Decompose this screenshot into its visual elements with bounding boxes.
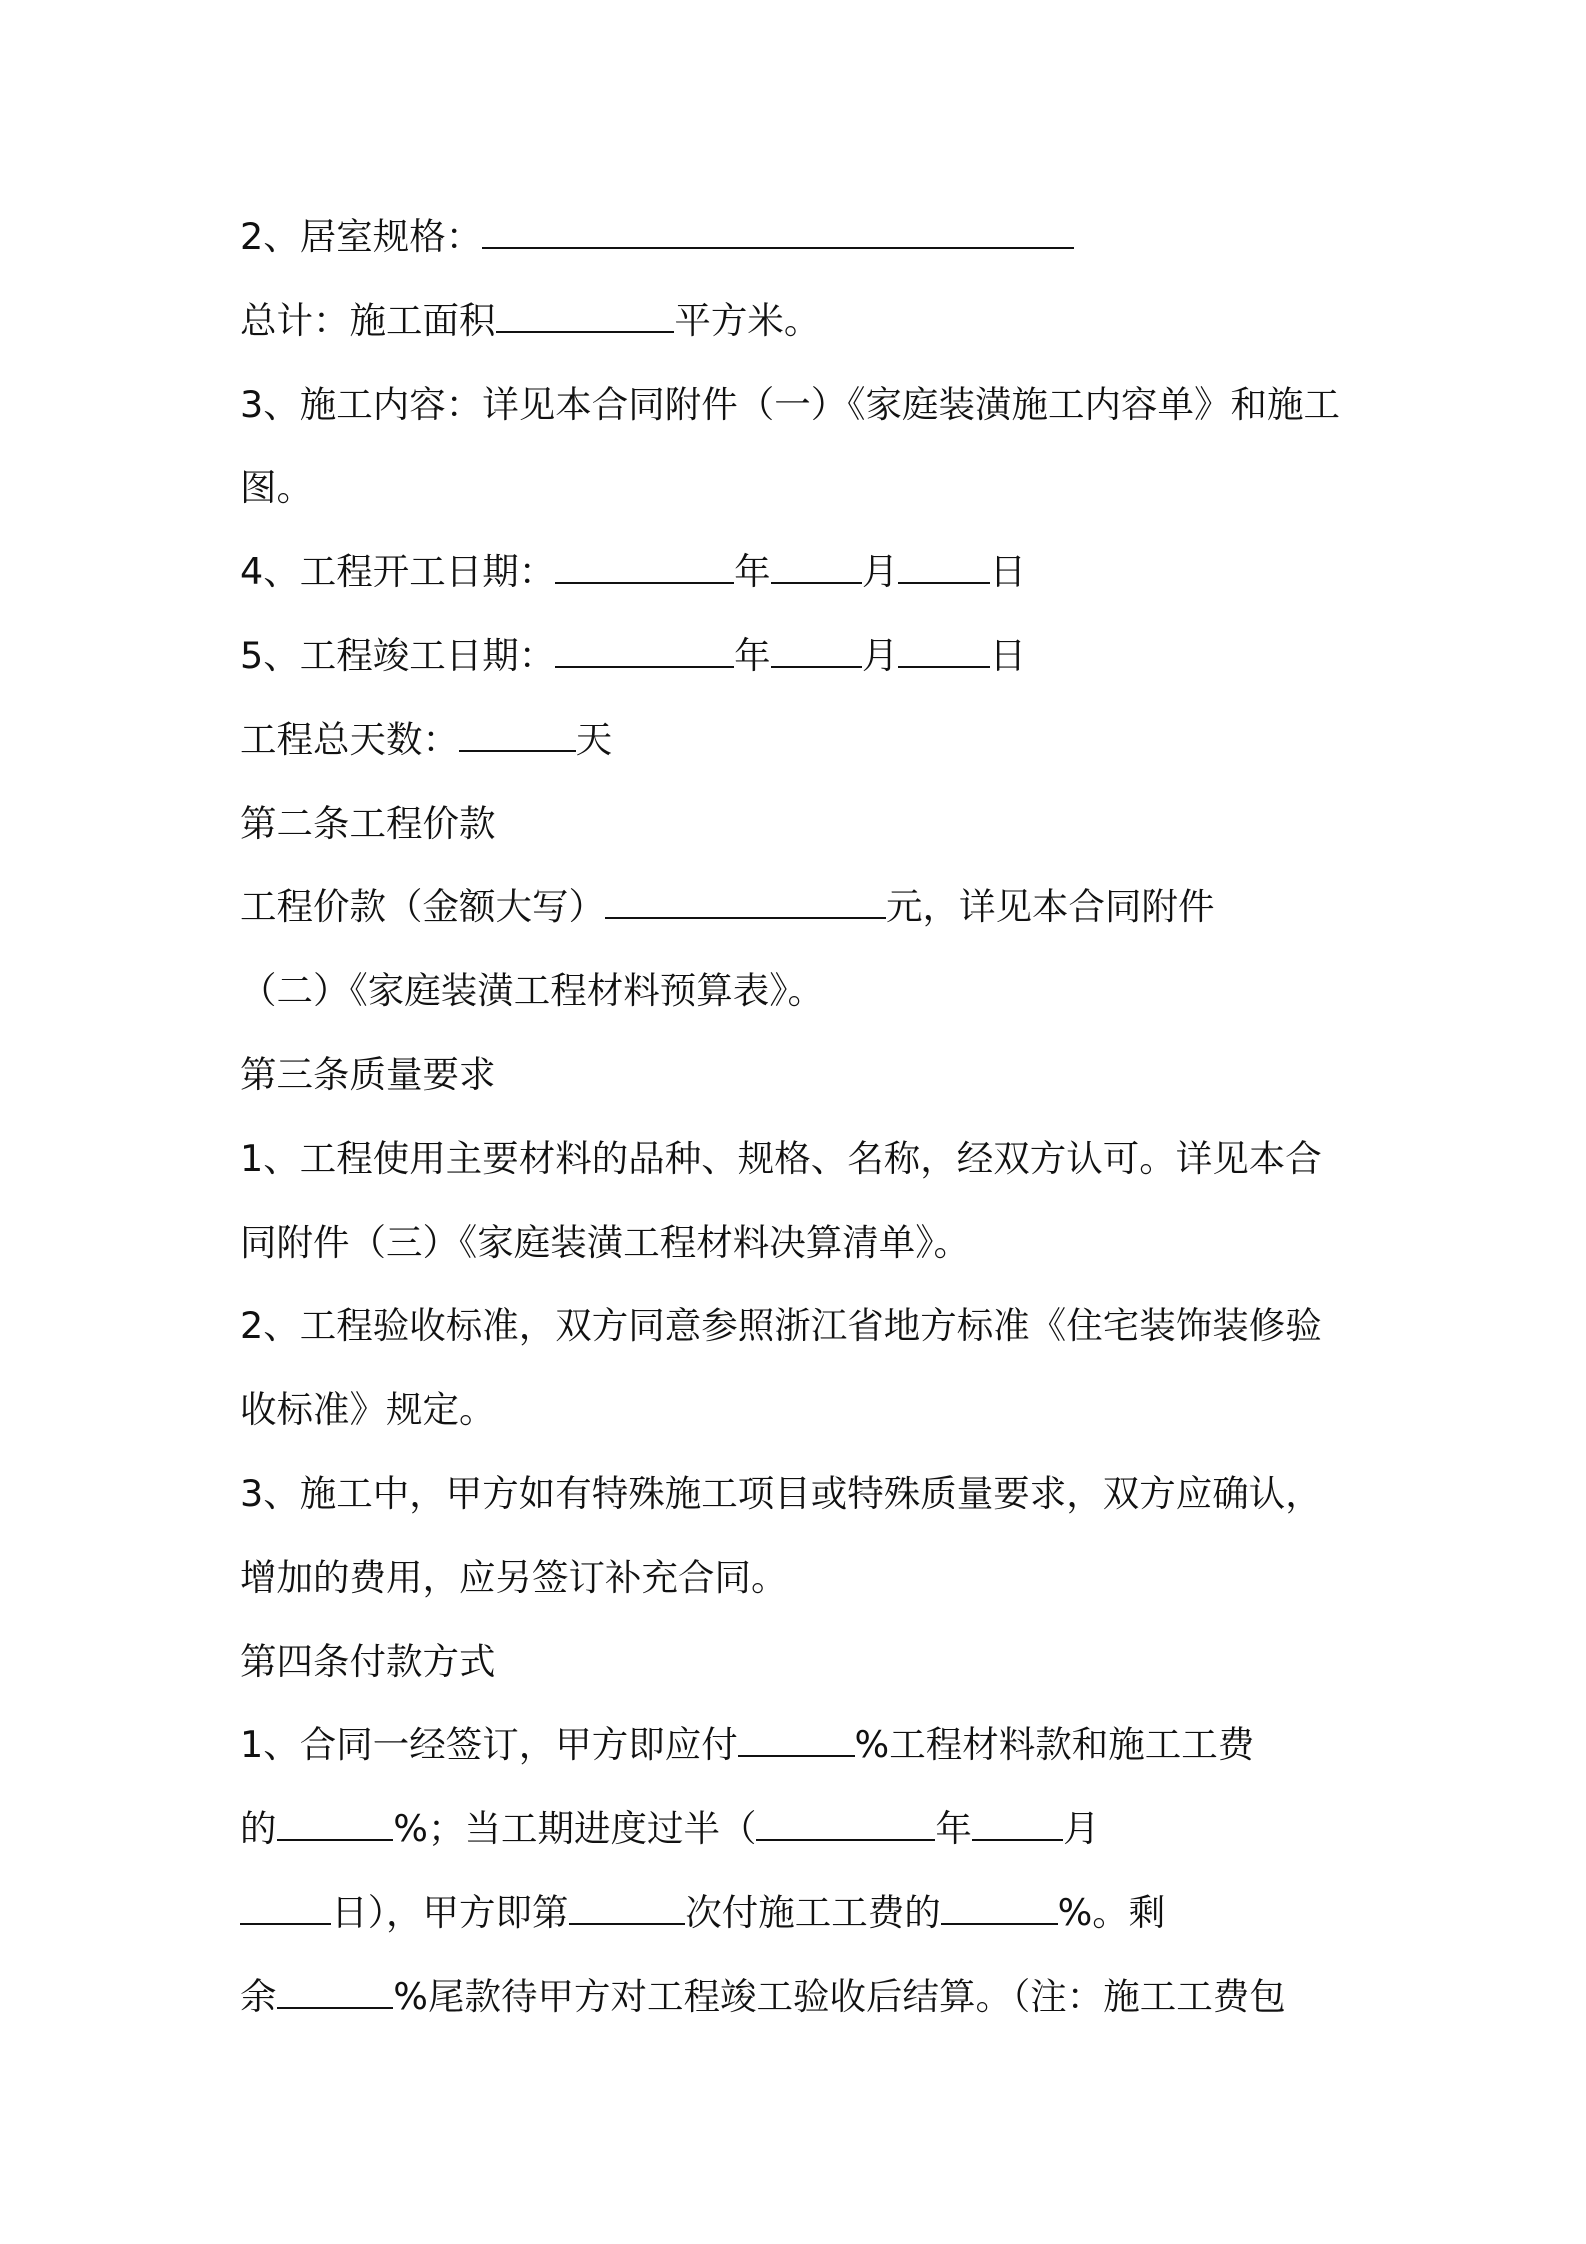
line-text: 3、施工中，甲方如有特殊施工项目或特殊质量要求，双方应确认， [240,1471,1322,1515]
line-text: 同附件（三）《家庭装潢工程材料决算清单》。 [240,1220,970,1264]
fill-in-blank[interactable] [555,635,734,668]
line-text: 月 [861,550,899,594]
line-text: %。剩 [1057,1890,1166,1934]
line-text: 的 [240,1807,277,1851]
fill-in-blank[interactable] [459,719,576,752]
text-line [240,1452,1360,1536]
line-text: 总计：施工面积 [240,298,496,342]
line-text: 收标准》规定。 [240,1388,496,1432]
line-text: 年 [734,550,771,594]
fill-in-blank[interactable] [738,1725,855,1758]
line-text: 工程总天数： [240,717,459,761]
line-text: 日），甲方即第 [331,1890,569,1934]
text-line [240,1117,1360,1201]
line-text: 图。 [240,466,313,510]
line-text: 1、工程使用主要材料的品种、规格、名称，经双方认可。详见本合 [240,1136,1322,1180]
line-text: （二）《家庭装潢工程材料预算表》。 [240,969,824,1013]
line-text: 年 [734,633,771,677]
line-text: 第二条工程价款 [240,801,496,845]
line-text: 3、施工内容：详见本合同附件（一）《家庭装潢施工内容单》和施工 [240,382,1340,426]
fill-in-blank[interactable] [771,635,862,668]
fill-in-blank[interactable] [771,551,862,584]
line-text: %；当工期进度过半（ [393,1807,757,1851]
line-text: 1、合同一经签订，甲方即应付 [240,1723,738,1767]
line-text: %尾款待甲方对工程竣工验收后结算。（注：施工工费包 [393,1974,1286,2018]
text-line [240,698,1360,782]
line-text: 增加的费用，应另签订补充合同。 [240,1555,788,1599]
text-line [240,1284,1360,1368]
line-text: 月 [1063,1807,1100,1851]
text-line [240,1620,1360,1704]
text-line [240,363,1360,447]
line-text: 2、工程验收标准，双方同意参照浙江省地方标准《住宅装饰装修验 [240,1304,1322,1348]
fill-in-blank[interactable] [756,1808,935,1841]
text-line [240,446,1360,530]
fill-in-blank[interactable] [898,551,989,584]
fill-in-blank[interactable] [555,551,734,584]
line-text: 工程价款（金额大写） [240,885,605,929]
text-line [240,1368,1360,1452]
text-line [240,195,1360,279]
text-line [240,614,1360,698]
fill-in-blank[interactable] [240,1892,331,1925]
line-text: 余 [240,1974,277,2018]
text-line [240,782,1360,866]
document-page [240,195,1360,2039]
fill-in-blank[interactable] [277,1976,394,2009]
fill-in-blank[interactable] [277,1808,394,1841]
line-text: 次付施工工费的 [685,1890,941,1934]
line-text: 第三条质量要求 [240,1052,496,1096]
fill-in-blank[interactable] [972,1808,1063,1841]
fill-in-blank[interactable] [605,887,886,920]
line-text: 平方米。 [674,298,821,342]
line-text: 日 [989,550,1027,594]
text-line [240,1201,1360,1285]
text-line [240,1536,1360,1620]
fill-in-blank[interactable] [482,216,1073,249]
text-line [240,1787,1360,1871]
text-line [240,949,1360,1033]
fill-in-blank[interactable] [569,1892,686,1925]
line-text: 第四条付款方式 [240,1639,496,1683]
text-line [240,1955,1360,2039]
text-line [240,1871,1360,1955]
line-text: 5、工程竣工日期： [240,633,556,677]
text-line [240,530,1360,614]
fill-in-blank[interactable] [941,1892,1058,1925]
text-line [240,1703,1360,1787]
line-text: 4、工程开工日期： [240,550,556,594]
line-text: 年 [935,1807,972,1851]
line-text: 天 [575,717,613,761]
text-line [240,865,1360,949]
fill-in-blank[interactable] [898,635,989,668]
fill-in-blank[interactable] [496,300,675,333]
line-text: 月 [861,633,899,677]
line-text: 2、居室规格： [240,215,483,258]
line-text: %工程材料款和施工工费 [854,1723,1255,1767]
line-text: 日 [989,633,1027,677]
line-text: 元，详见本合同附件 [886,885,1215,929]
text-line [240,1033,1360,1117]
text-line [240,279,1360,363]
